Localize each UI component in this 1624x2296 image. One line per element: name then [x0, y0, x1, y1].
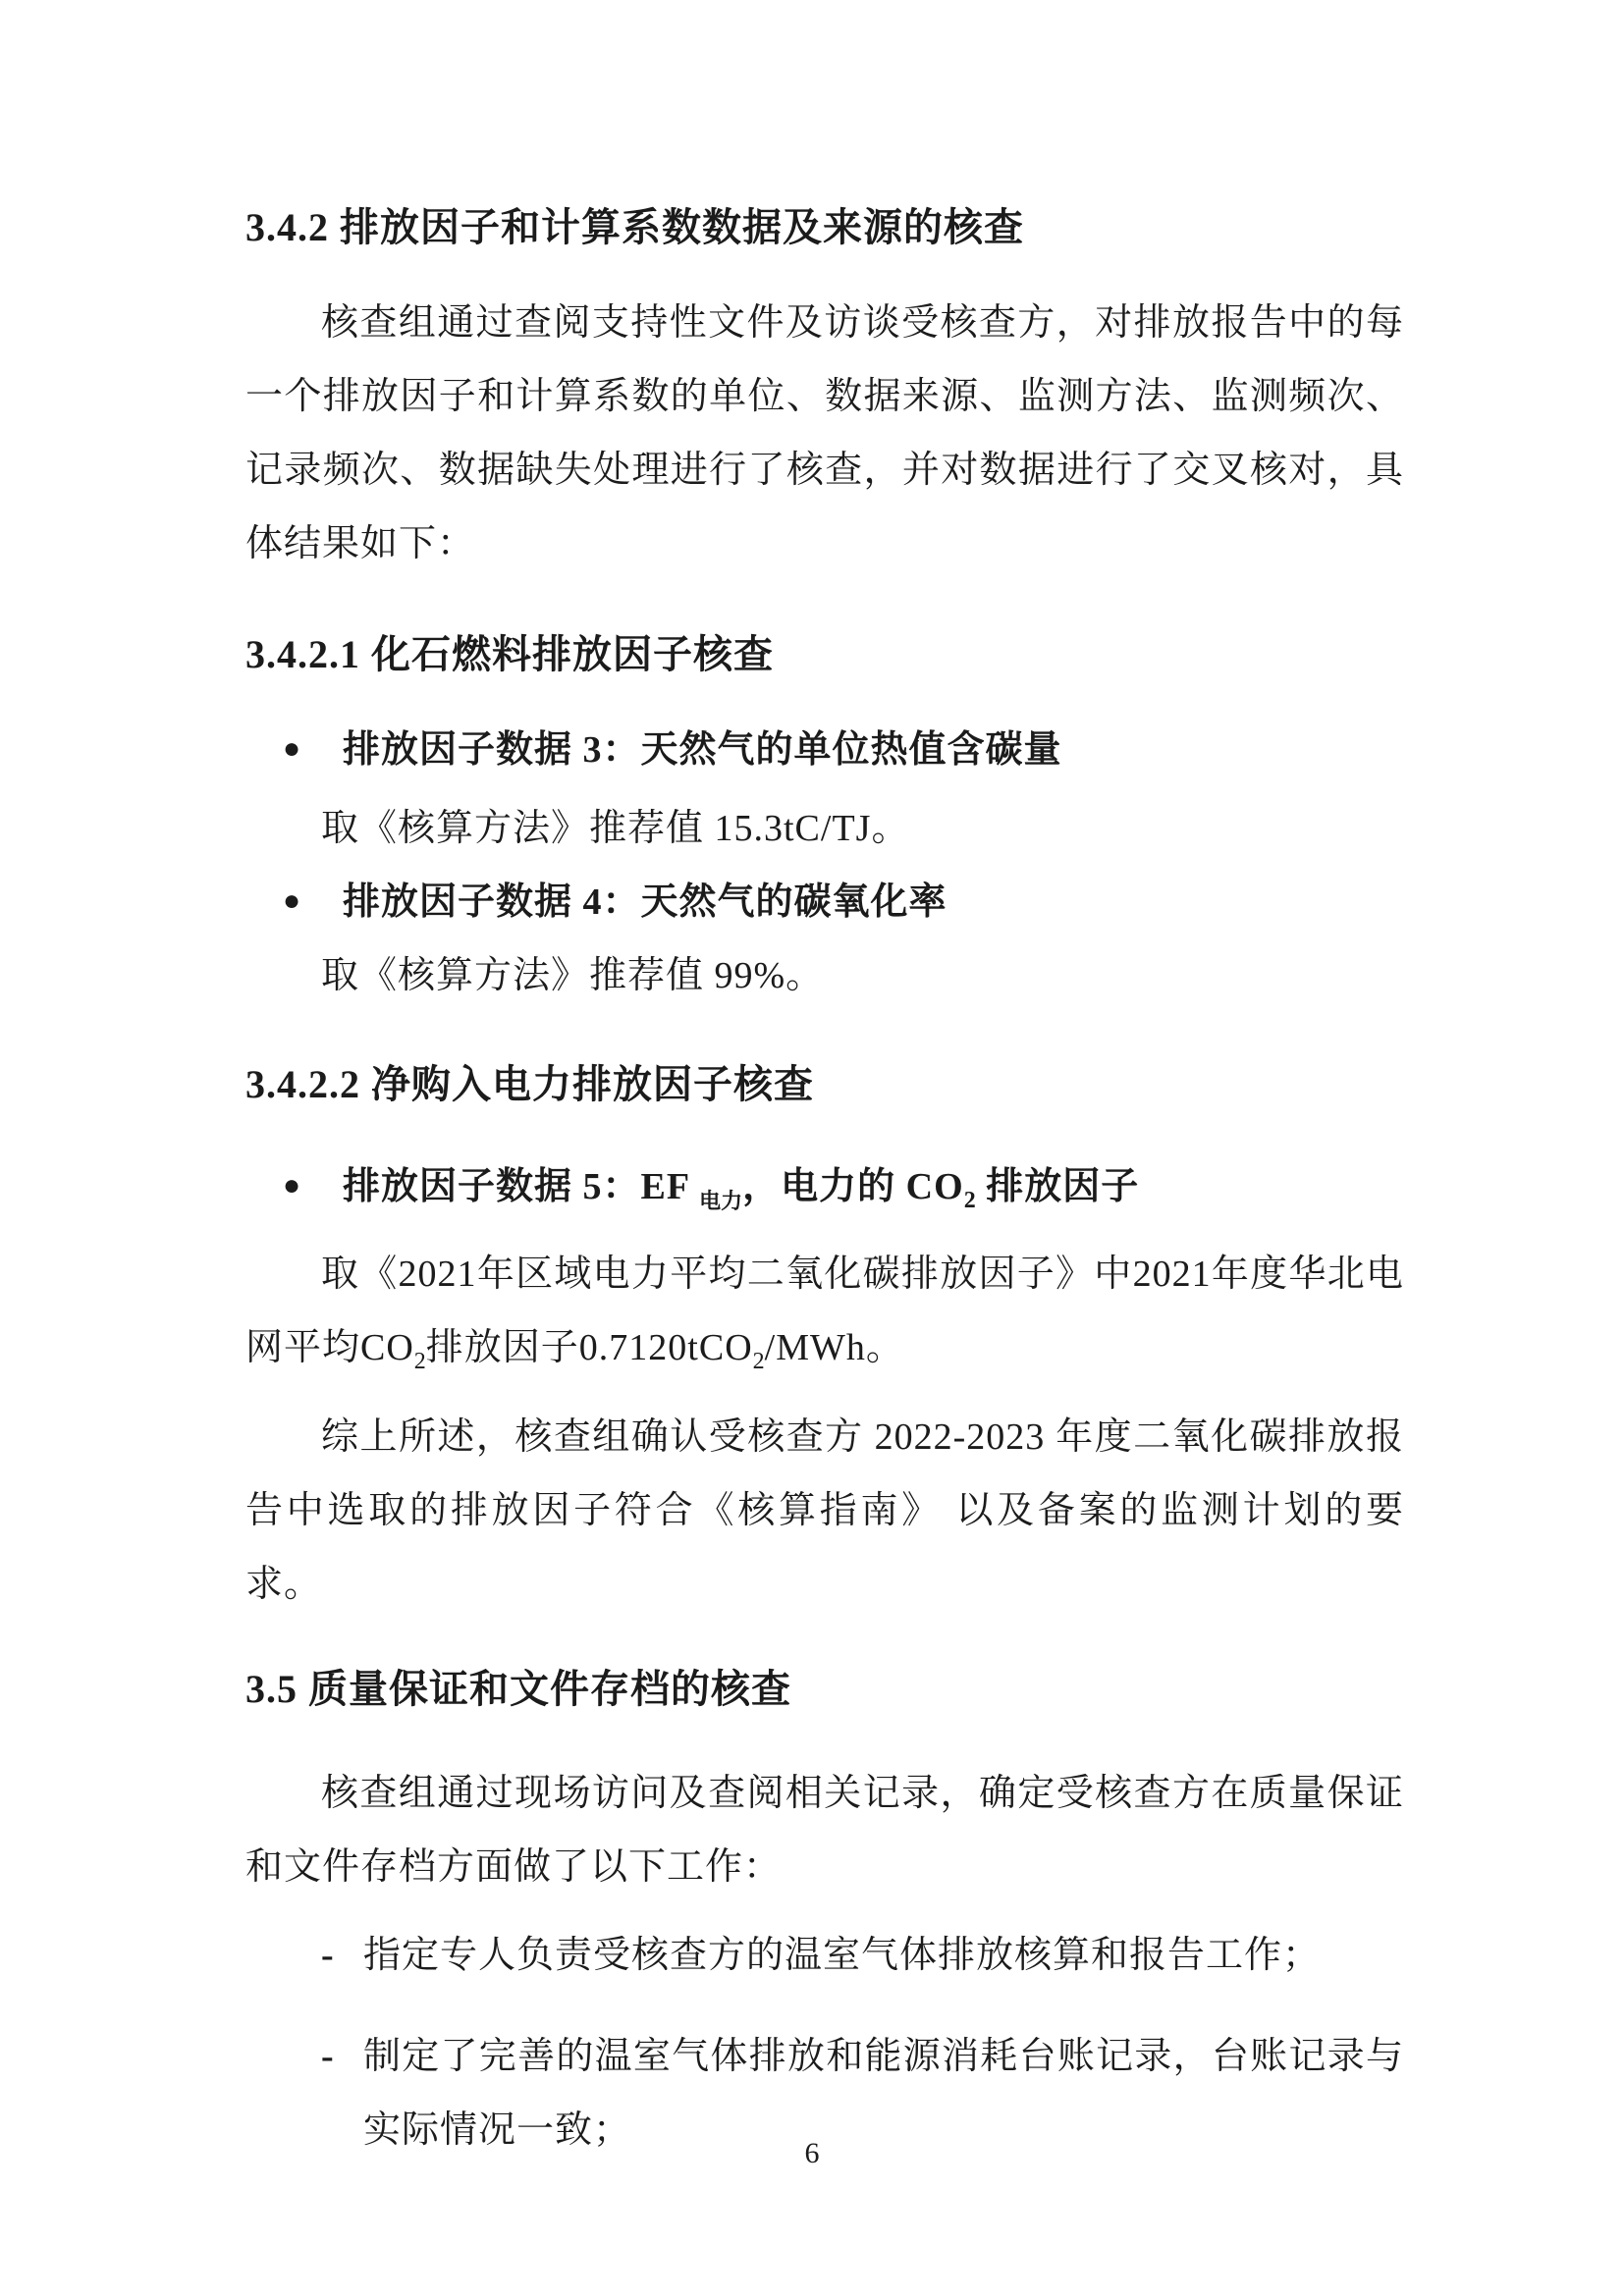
co2-subscript: 2: [752, 1349, 765, 1374]
bullet-item-label-suffix: 排放因子: [975, 1166, 1140, 1207]
bullet-item-factor-3: [245, 714, 1404, 787]
bullet-item-factor-5: [245, 1150, 1404, 1238]
bullet-item-factor-4: [245, 866, 1404, 939]
dash-icon: -: [321, 1935, 335, 1976]
bullet-detail-factor-3: 取《核算方法》推荐值 15.3tC/TJ。: [321, 808, 910, 849]
grid-factor-text-3: /MWh。: [764, 1327, 904, 1368]
section-heading-3-4-2-1: 3.4.2.1 化石燃料排放因子核查: [245, 632, 774, 676]
bullet-icon: ●: [283, 732, 302, 765]
bullet-item-label-mid: ，电力的 CO: [742, 1166, 964, 1207]
dash-item-text: 指定专人负责受核查方的温室气体排放核算和报告工作；: [363, 1935, 1322, 1976]
dash-list-item: [245, 1919, 1404, 1993]
bullet-item-label: 排放因子数据 4：天然气的碳氧化率: [343, 881, 947, 923]
co2-subscript: 2: [413, 1349, 426, 1374]
bullet-detail-factor-4: 取《核算方法》推荐值 99%。: [321, 955, 825, 996]
paragraph-summary: 综上所述，核查组确认受核查方 2022-2023 年度二氧化碳排放报告中选取的排放因子符合《核算指南》 以及备案的监测计划的要求。: [245, 1416, 1404, 1605]
ef-subscript: 电力: [699, 1189, 743, 1213]
section-heading-3-4-2-2: 3.4.2.2 净购入电力排放因子核查: [245, 1062, 814, 1106]
bullet-icon: ●: [283, 1169, 302, 1201]
dash-icon: -: [321, 2036, 335, 2077]
page-number: 6: [804, 2137, 820, 2169]
section-heading-3-5: 3.5 质量保证和文件存档的核查: [245, 1667, 791, 1711]
grid-factor-text-1: 取《2021年区域电力平均二氧化碳排放因子》中2021年度华北电网平均CO: [245, 1254, 1404, 1368]
dash-item-text: 制定了完善的温室气体排放和能源消耗台账记录，台账记录与实际情况一致；: [363, 2036, 1404, 2151]
paragraph-3-5: 核查组通过现场访问及查阅相关记录，确定受核查方在质量保证和文件存档方面做了以下工作：: [245, 1773, 1404, 1888]
paragraph-3-4-2: 核查组通过查阅支持性文件及访谈受核查方，对排放报告中的每一个排放因子和计算系数的单位、数据来源、监测方法、监测频次、记录频次、数据缺失处理进行了核查，并对数据进行了交叉核对，具体结果如下：: [245, 302, 1404, 564]
grid-factor-text-2: 排放因子0.7120tCO: [425, 1327, 753, 1368]
paragraph-grid-factor: [245, 1238, 1404, 1399]
bullet-item-label: 排放因子数据 3：天然气的单位热值含碳量: [343, 729, 1062, 771]
bullet-item-label-prefix: 排放因子数据 5：EF: [343, 1166, 700, 1207]
section-heading-3-4-2: 3.4.2 排放因子和计算系数数据及来源的核查: [245, 205, 1024, 249]
bullet-icon: ●: [283, 884, 302, 917]
co2-subscript: 2: [963, 1188, 976, 1213]
